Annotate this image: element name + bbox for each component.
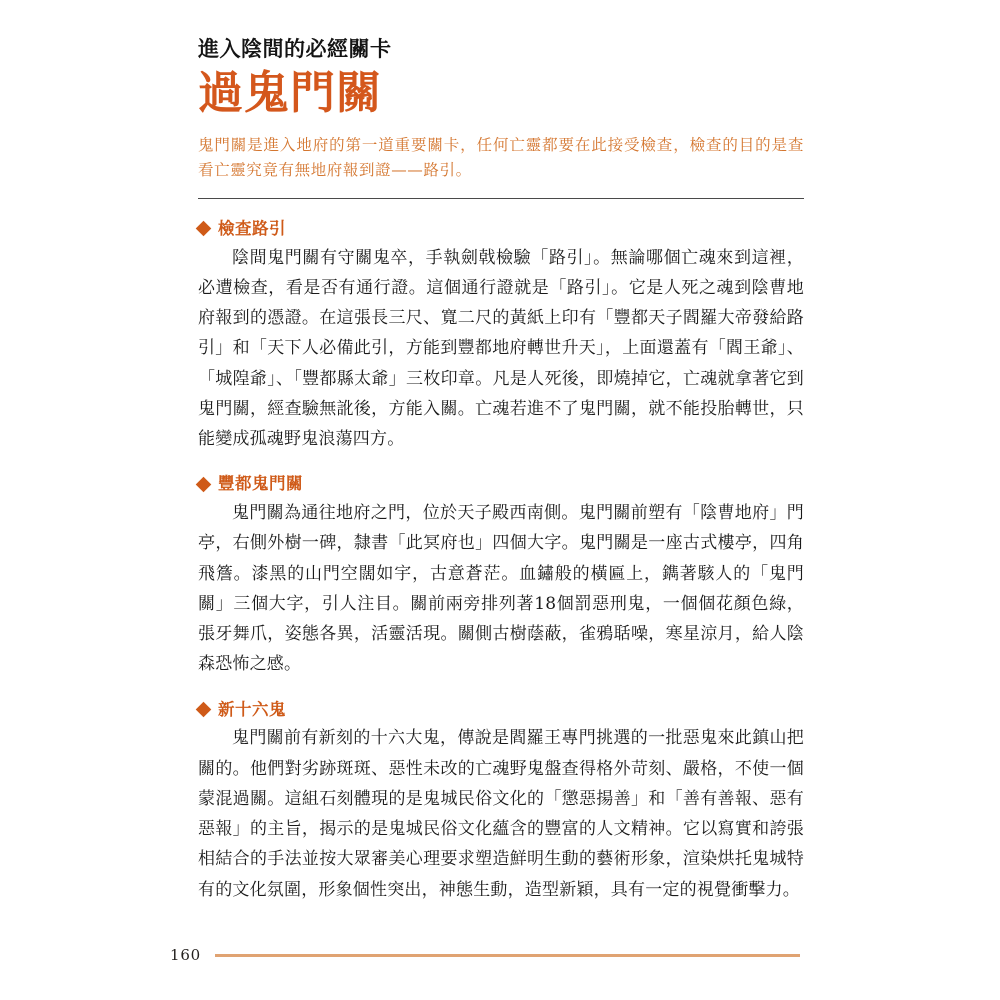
page-footer bbox=[170, 946, 800, 964]
section-body: 鬼門關前有新刻的十六大鬼，傳說是閻羅王專門挑選的一批惡鬼來此鎮山把關的。他們對劣跡斑斑、惡性未改的亡魂野鬼盤查得格外苛刻、嚴格，不使一個蒙混過關。這組石刻體現的是鬼城民俗文化的「懲惡揚善」和「善有善報、惡有惡報」的主旨，揭示的是鬼城民俗文化蘊含的豐富的人文精神。它以寫實和誇張相結合的手法並按大眾審美心理要求塑造鮮明生動的藝術形象，渲染烘托鬼城特有的文化氛圍，形象個性突出，神態生動，造型新穎，具有一定的視覺衝擊力。 bbox=[198, 728, 804, 900]
page-title: 過鬼門關 bbox=[198, 66, 383, 120]
section-heading-row bbox=[198, 219, 804, 239]
page-number: 160 bbox=[170, 946, 202, 964]
diamond-bullet-icon bbox=[196, 702, 212, 718]
section-check-lu-yin bbox=[198, 219, 804, 455]
section-title: 新十六鬼 bbox=[218, 699, 286, 719]
section-sixteen-ghosts bbox=[198, 700, 804, 905]
page-lede: 鬼門關是進入地府的第一道重要關卡，任何亡靈都要在此接受檢查，檢查的目的是查看亡靈究竟有無地府報到證——路引。 bbox=[198, 135, 804, 180]
diamond-bullet-icon bbox=[196, 221, 212, 237]
page-kicker: 進入陰間的必經關卡 bbox=[198, 36, 392, 61]
footer-divider bbox=[215, 954, 800, 957]
header-divider bbox=[198, 198, 804, 199]
section-heading-row bbox=[198, 474, 804, 494]
section-body: 鬼門關為通往地府之門，位於天子殿西南側。鬼門關前塑有「陰曹地府」門亭，右側外樹一碑，隸書「此冥府也」四個大字。鬼門關是一座古式樓亭，四角飛簷。漆黑的山門空闊如宇，古意蒼茫。血鏽般的橫匾上，鐫著駭人的「鬼門關」三個大字，引人注目。關前兩旁排列著18個罰惡刑鬼，一個個花顏色綠，張牙舞爪，姿態各異，活靈活現。關側古樹蔭蔽，雀鴉聒噪，寒星涼月，給人陰森恐怖之感。 bbox=[198, 503, 804, 675]
section-body: 陰間鬼門關有守關鬼卒，手執劍戟檢驗「路引」。無論哪個亡魂來到這裡，必遭檢查，看是否有通行證。這個通行證就是「路引」。它是人死之魂到陰曹地府報到的憑證。在這張長三尺、寬二尺的黃紙上印有「豐都天子閻羅大帝發給路引」和「天下人必備此引，方能到豐都地府轉世升天」，上面還蓋有「閻王爺」、「城隍爺」、「豐都縣太爺」三枚印章。凡是人死後，即燒掉它，亡魂就拿著它到鬼門關，經查驗無訛後，方能入關。亡魂若進不了鬼門關，就不能投胎轉世，只能變成孤魂野鬼浪蕩四方。 bbox=[198, 247, 804, 450]
section-heading-row bbox=[198, 700, 804, 720]
diamond-bullet-icon bbox=[196, 476, 212, 492]
section-title: 檢查路引 bbox=[218, 218, 286, 238]
section-fengdu-gate bbox=[198, 474, 804, 679]
page-content bbox=[198, 36, 804, 905]
section-title: 豐都鬼門關 bbox=[218, 474, 303, 494]
